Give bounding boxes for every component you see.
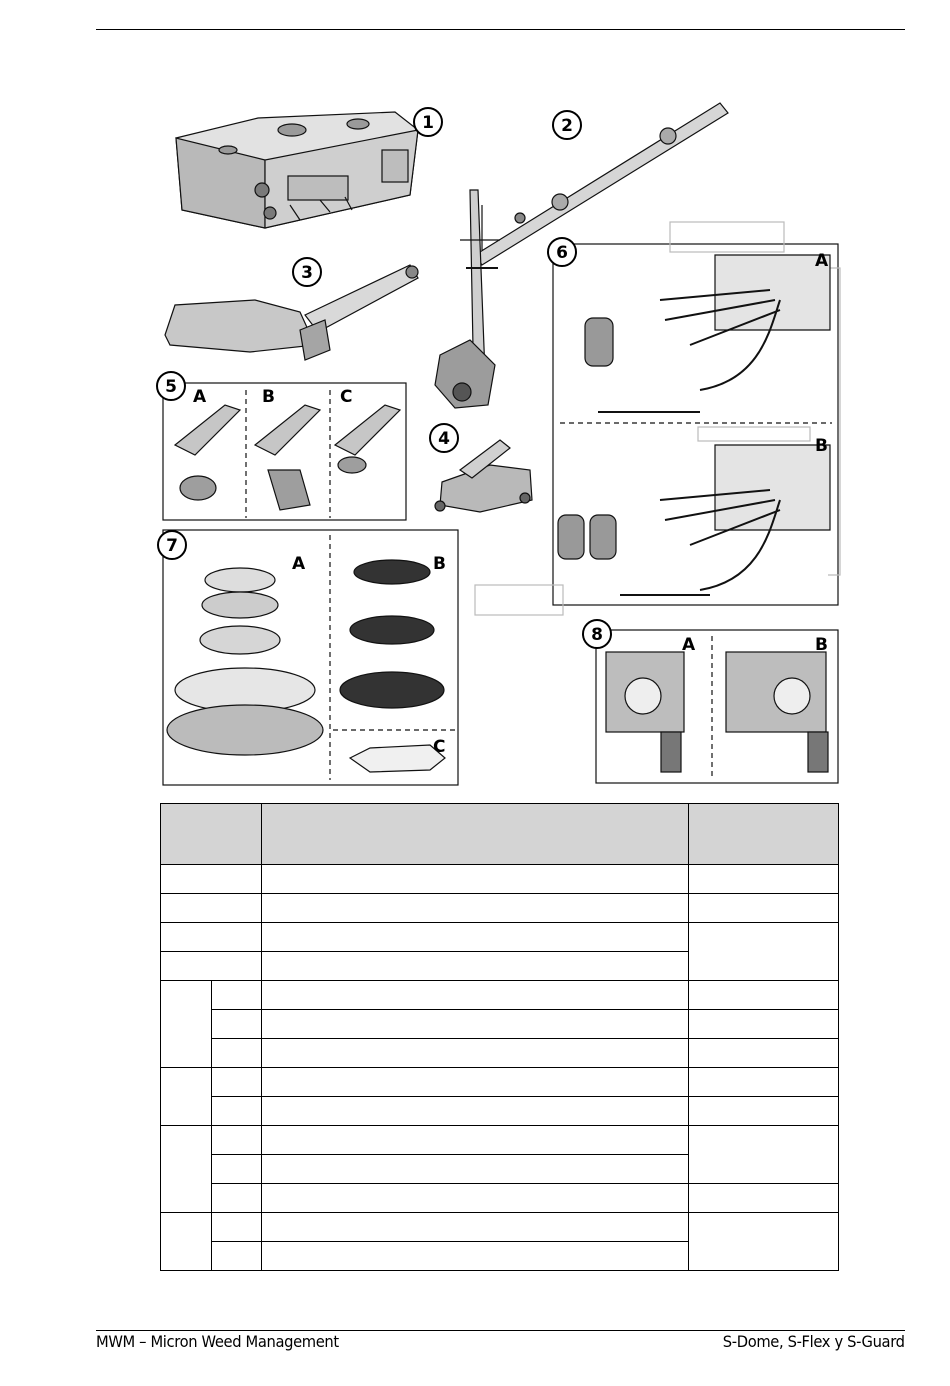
table-cell [212,1068,262,1097]
table-cell [161,1068,212,1126]
table-row [161,1068,839,1097]
table-cell [689,1039,839,1068]
table-cell [689,981,839,1010]
table-cell [262,1068,689,1097]
table-cell [689,1097,839,1126]
header-cell [161,804,262,865]
callout-6-label: 6 [556,243,568,263]
table-row [161,1039,839,1068]
table-row [161,865,839,894]
boom-arm-drawing [435,103,728,408]
footer-right-text: S-Dome, S-Flex y S-Guard [723,1332,905,1351]
table-cell [161,894,262,923]
panel-7-letter-a: A [292,554,306,574]
callout-6-badge [548,238,576,266]
table-cell [262,1213,689,1242]
table-cell [262,894,689,923]
table-cell [689,1010,839,1039]
panel-7-letter-c: C [433,737,446,757]
table-header-row [161,804,839,865]
table-cell [212,1184,262,1213]
panel-7-letter-b: B [433,554,446,574]
table-cell [262,1184,689,1213]
table-cell [689,1068,839,1097]
table-cell [212,1039,262,1068]
table-cell [689,923,839,981]
table-cell [262,952,689,981]
header-cell [262,804,689,865]
table-cell [689,894,839,923]
table-row [161,1097,839,1126]
table-row [161,1010,839,1039]
callout-3-label: 3 [301,263,313,283]
table-cell [262,865,689,894]
callout-4-badge [430,424,458,452]
table-cell [161,923,262,952]
table-cell [212,1097,262,1126]
panel-6-letter-a: A [815,251,829,271]
table-row [161,923,839,952]
tank-unit-drawing [176,112,418,228]
table-cell [689,1184,839,1213]
panel-8-letter-b: B [815,635,828,655]
callout-7-label: 7 [166,536,178,556]
table-cell [161,1213,212,1271]
callout-7-badge [158,531,186,559]
callout-1-label: 1 [422,113,434,133]
table-row [161,981,839,1010]
table-cell [161,952,262,981]
panel-5-letter-b: B [262,387,275,407]
table-cell [262,1155,689,1184]
table-row [161,1184,839,1213]
table-cell [212,1155,262,1184]
table-cell [262,923,689,952]
callout-2-label: 2 [561,116,573,136]
footer-rule [96,1330,905,1331]
table-row [161,894,839,923]
table-cell [212,1010,262,1039]
table-cell [212,1126,262,1155]
footer-left-text: MWM – Micron Weed Management [96,1332,339,1351]
callout-4-label: 4 [438,429,450,449]
callout-8-label: 8 [591,625,603,645]
callout-1-badge [414,108,442,136]
panel-5-letter-a: A [193,387,207,407]
table-cell [161,1126,212,1213]
table-cell [689,1213,839,1271]
callout-5-label: 5 [165,377,177,397]
table-cell [262,1242,689,1271]
table-row [161,1213,839,1242]
header-cell [689,804,839,865]
table-cell [689,865,839,894]
nozzle-arm-drawing [165,265,418,360]
table-row [161,1126,839,1155]
panel-6-letter-b: B [815,436,828,456]
callout-5-badge [157,372,185,400]
callout-8-badge [583,620,611,648]
table-cell [212,1213,262,1242]
callout-3-badge [293,258,321,286]
table-cell [212,981,262,1010]
table-cell [262,981,689,1010]
table-cell [161,865,262,894]
panel-5-letter-c: C [340,387,353,407]
panel-8-letter-a: A [682,635,696,655]
parts-table [160,803,839,1271]
table-cell [212,1242,262,1271]
table-cell [262,1097,689,1126]
table-cell [161,981,212,1068]
callout-2-badge [553,111,581,139]
table-cell [262,1126,689,1155]
table-cell [262,1039,689,1068]
table-cell [262,1010,689,1039]
table-cell [689,1126,839,1184]
